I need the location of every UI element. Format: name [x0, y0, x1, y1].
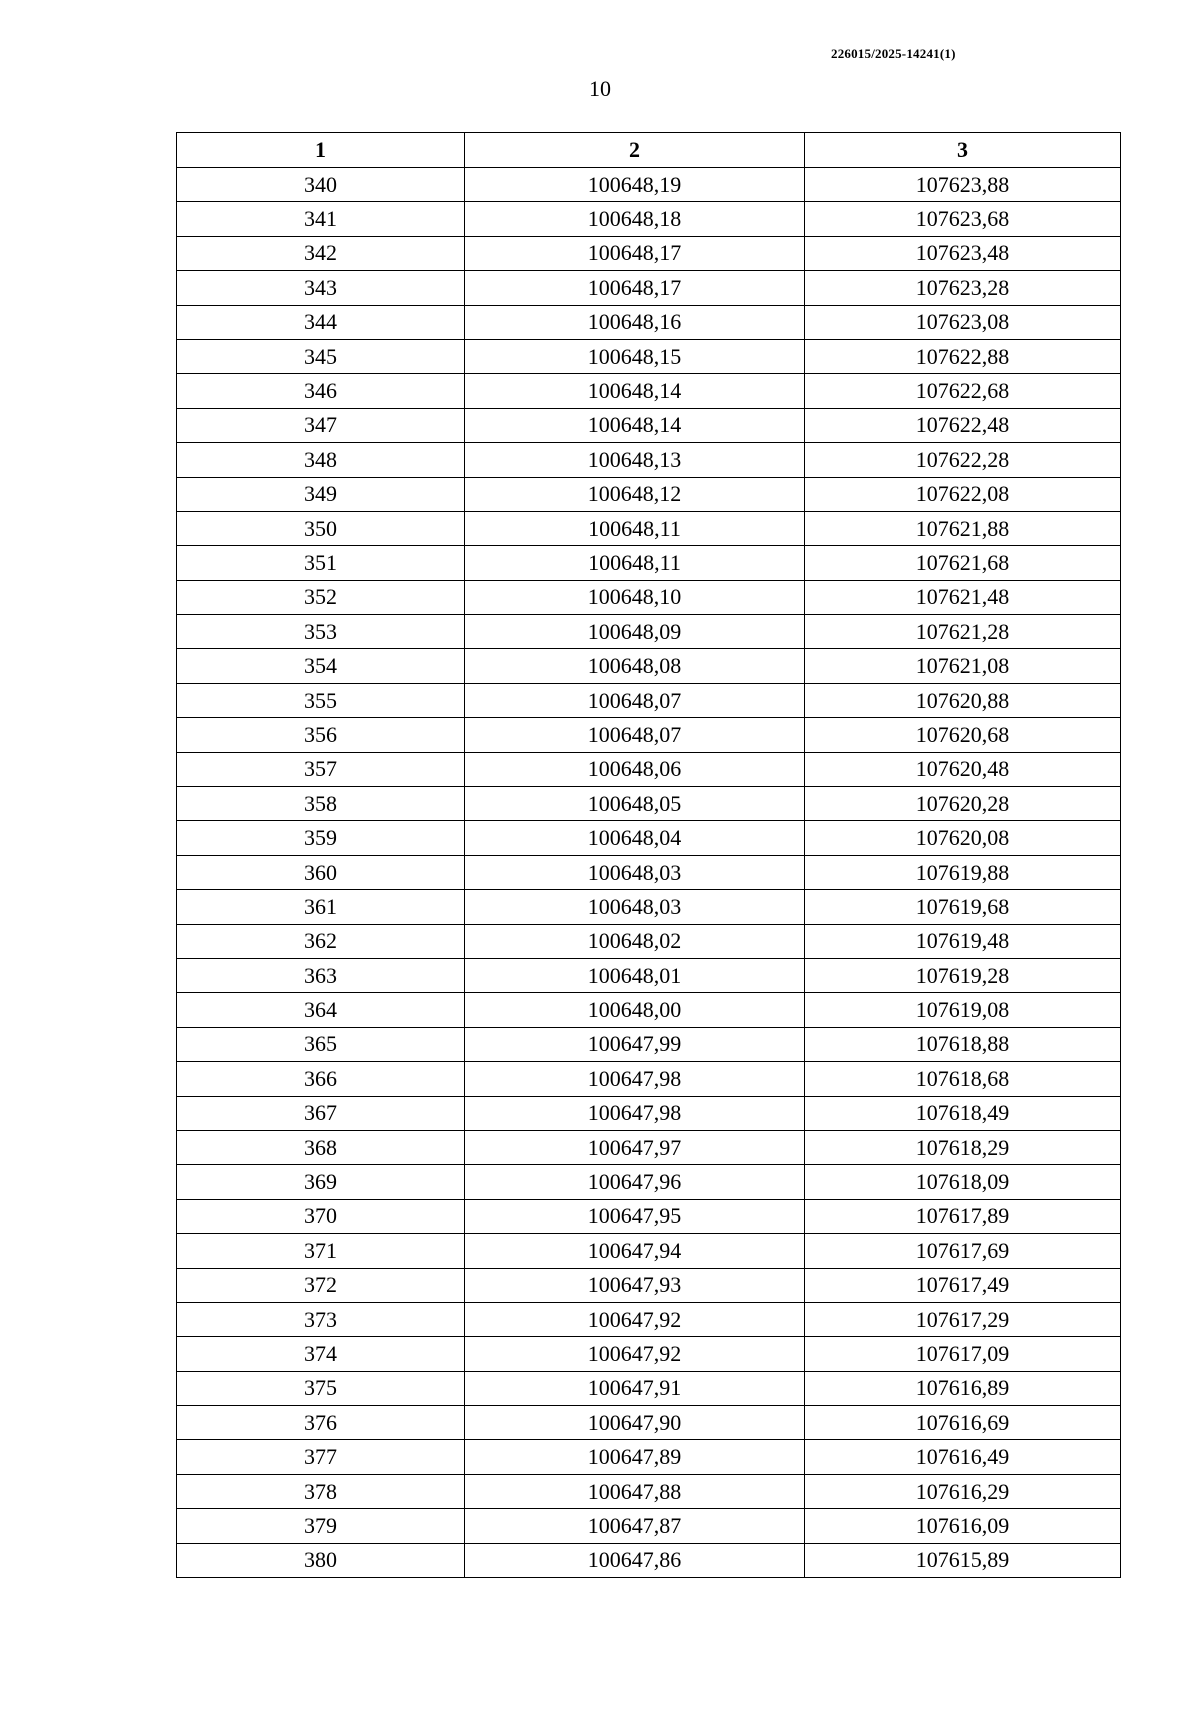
table-header-row — [177, 133, 1121, 168]
table-row — [177, 615, 1121, 649]
table-row — [177, 1337, 1121, 1371]
table-row — [177, 718, 1121, 752]
table-cell: 107618,09 — [805, 1165, 1121, 1199]
table-cell: 107621,08 — [805, 649, 1121, 683]
table-row — [177, 1165, 1121, 1199]
table-cell: 377 — [177, 1440, 465, 1474]
table-cell: 107622,88 — [805, 339, 1121, 373]
table-cell: 360 — [177, 855, 465, 889]
table-cell: 100648,13 — [465, 443, 805, 477]
table-row — [177, 958, 1121, 992]
table-cell: 375 — [177, 1371, 465, 1405]
table-cell: 100648,17 — [465, 271, 805, 305]
table-cell: 100647,98 — [465, 1062, 805, 1096]
table-cell: 100647,99 — [465, 1027, 805, 1061]
table-cell: 100647,92 — [465, 1337, 805, 1371]
table-cell: 352 — [177, 580, 465, 614]
table-row — [177, 236, 1121, 270]
table-cell: 356 — [177, 718, 465, 752]
table-cell: 359 — [177, 821, 465, 855]
table-cell: 350 — [177, 511, 465, 545]
table-cell: 358 — [177, 787, 465, 821]
table-row — [177, 202, 1121, 236]
table-cell: 107621,48 — [805, 580, 1121, 614]
table-cell: 343 — [177, 271, 465, 305]
table-cell: 107623,48 — [805, 236, 1121, 270]
table-cell: 100647,98 — [465, 1096, 805, 1130]
table-cell: 370 — [177, 1199, 465, 1233]
table-cell: 107623,28 — [805, 271, 1121, 305]
table-cell: 100648,01 — [465, 958, 805, 992]
table-cell: 100648,07 — [465, 683, 805, 717]
table-cell: 374 — [177, 1337, 465, 1371]
table-cell: 107620,68 — [805, 718, 1121, 752]
table-row — [177, 1440, 1121, 1474]
table-cell: 100647,96 — [465, 1165, 805, 1199]
table-cell: 378 — [177, 1474, 465, 1508]
table-cell: 369 — [177, 1165, 465, 1199]
table-cell: 100648,08 — [465, 649, 805, 683]
table-cell: 107622,68 — [805, 374, 1121, 408]
table-cell: 100647,92 — [465, 1302, 805, 1336]
table-cell: 107617,49 — [805, 1268, 1121, 1302]
table-cell: 107618,68 — [805, 1062, 1121, 1096]
table-cell: 107617,69 — [805, 1234, 1121, 1268]
table-cell: 100648,19 — [465, 168, 805, 202]
table-row — [177, 787, 1121, 821]
table-row — [177, 855, 1121, 889]
table-row — [177, 511, 1121, 545]
table-row — [177, 1268, 1121, 1302]
table-row — [177, 924, 1121, 958]
table-cell: 367 — [177, 1096, 465, 1130]
table-row — [177, 752, 1121, 786]
column-header: 3 — [805, 133, 1121, 168]
table-cell: 100648,11 — [465, 546, 805, 580]
table-cell: 380 — [177, 1543, 465, 1577]
table-cell: 107623,68 — [805, 202, 1121, 236]
table-cell: 100648,10 — [465, 580, 805, 614]
table-cell: 107620,08 — [805, 821, 1121, 855]
table-row — [177, 1062, 1121, 1096]
table-cell: 107620,28 — [805, 787, 1121, 821]
table-row — [177, 821, 1121, 855]
table-row — [177, 1096, 1121, 1130]
table-cell: 107618,29 — [805, 1130, 1121, 1164]
table-cell: 100647,93 — [465, 1268, 805, 1302]
table-cell: 100648,14 — [465, 374, 805, 408]
table-cell: 100647,94 — [465, 1234, 805, 1268]
table-cell: 100648,00 — [465, 993, 805, 1027]
table-cell: 107617,89 — [805, 1199, 1121, 1233]
table-cell: 345 — [177, 339, 465, 373]
table-row — [177, 1474, 1121, 1508]
table-cell: 365 — [177, 1027, 465, 1061]
table-cell: 107619,08 — [805, 993, 1121, 1027]
table-cell: 357 — [177, 752, 465, 786]
table-cell: 107617,09 — [805, 1337, 1121, 1371]
table-cell: 351 — [177, 546, 465, 580]
table-cell: 100648,17 — [465, 236, 805, 270]
table-cell: 100647,86 — [465, 1543, 805, 1577]
table-cell: 100648,15 — [465, 339, 805, 373]
table-row — [177, 374, 1121, 408]
table-row — [177, 1371, 1121, 1405]
table-cell: 107622,28 — [805, 443, 1121, 477]
table-cell: 107621,88 — [805, 511, 1121, 545]
table-body — [177, 168, 1121, 1578]
table-cell: 376 — [177, 1406, 465, 1440]
table-cell: 100647,89 — [465, 1440, 805, 1474]
table-cell: 100648,07 — [465, 718, 805, 752]
table-row — [177, 271, 1121, 305]
table-cell: 100648,03 — [465, 855, 805, 889]
table-row — [177, 408, 1121, 442]
table-row — [177, 1027, 1121, 1061]
page-number: 10 — [589, 76, 611, 101]
table-row — [177, 1543, 1121, 1577]
table-cell: 107619,68 — [805, 890, 1121, 924]
table-cell: 341 — [177, 202, 465, 236]
table-row — [177, 477, 1121, 511]
table-row — [177, 168, 1121, 202]
column-header: 2 — [465, 133, 805, 168]
table-cell: 100647,87 — [465, 1509, 805, 1543]
table-cell: 100647,88 — [465, 1474, 805, 1508]
table-cell: 107616,09 — [805, 1509, 1121, 1543]
table-cell: 107616,29 — [805, 1474, 1121, 1508]
table-cell: 107623,88 — [805, 168, 1121, 202]
table-cell: 361 — [177, 890, 465, 924]
table-cell: 107620,88 — [805, 683, 1121, 717]
coordinates-table — [176, 132, 1121, 1578]
table-cell: 100648,11 — [465, 511, 805, 545]
table-cell: 107623,08 — [805, 305, 1121, 339]
table-cell: 107619,28 — [805, 958, 1121, 992]
table-cell: 340 — [177, 168, 465, 202]
table-cell: 366 — [177, 1062, 465, 1096]
table-cell: 344 — [177, 305, 465, 339]
table-cell: 107621,28 — [805, 615, 1121, 649]
table-cell: 100648,09 — [465, 615, 805, 649]
table-cell: 372 — [177, 1268, 465, 1302]
table-cell: 100648,12 — [465, 477, 805, 511]
table-cell: 100647,95 — [465, 1199, 805, 1233]
table-cell: 107615,89 — [805, 1543, 1121, 1577]
table-cell: 107619,48 — [805, 924, 1121, 958]
table-cell: 346 — [177, 374, 465, 408]
table-row — [177, 546, 1121, 580]
table-row — [177, 1234, 1121, 1268]
table-cell: 363 — [177, 958, 465, 992]
table-cell: 349 — [177, 477, 465, 511]
table-cell: 373 — [177, 1302, 465, 1336]
table-row — [177, 1130, 1121, 1164]
table-row — [177, 339, 1121, 373]
table-cell: 100647,90 — [465, 1406, 805, 1440]
table-cell: 100648,04 — [465, 821, 805, 855]
table-cell: 353 — [177, 615, 465, 649]
table-cell: 107619,88 — [805, 855, 1121, 889]
table-cell: 100648,18 — [465, 202, 805, 236]
table-cell: 107617,29 — [805, 1302, 1121, 1336]
table-cell: 371 — [177, 1234, 465, 1268]
table-row — [177, 1199, 1121, 1233]
table-cell: 100648,02 — [465, 924, 805, 958]
table-cell: 379 — [177, 1509, 465, 1543]
table-row — [177, 443, 1121, 477]
table-cell: 107622,08 — [805, 477, 1121, 511]
table-cell: 107621,68 — [805, 546, 1121, 580]
table-cell: 107616,49 — [805, 1440, 1121, 1474]
table-cell: 348 — [177, 443, 465, 477]
table-cell: 100648,05 — [465, 787, 805, 821]
table-cell: 364 — [177, 993, 465, 1027]
table-cell: 368 — [177, 1130, 465, 1164]
table-cell: 347 — [177, 408, 465, 442]
table-row — [177, 649, 1121, 683]
table-cell: 100647,91 — [465, 1371, 805, 1405]
table-row — [177, 580, 1121, 614]
table-cell: 362 — [177, 924, 465, 958]
table-cell: 107622,48 — [805, 408, 1121, 442]
table-cell: 355 — [177, 683, 465, 717]
table-cell: 100648,03 — [465, 890, 805, 924]
table-row — [177, 993, 1121, 1027]
table-cell: 107618,88 — [805, 1027, 1121, 1061]
table-row — [177, 1509, 1121, 1543]
table-cell: 107618,49 — [805, 1096, 1121, 1130]
table-cell: 354 — [177, 649, 465, 683]
table-cell: 107620,48 — [805, 752, 1121, 786]
table-cell: 342 — [177, 236, 465, 270]
table-cell: 100647,97 — [465, 1130, 805, 1164]
table-cell: 100648,14 — [465, 408, 805, 442]
table-cell: 100648,16 — [465, 305, 805, 339]
table-row — [177, 683, 1121, 717]
column-header: 1 — [177, 133, 465, 168]
table-cell: 107616,89 — [805, 1371, 1121, 1405]
table-row — [177, 890, 1121, 924]
table-row — [177, 305, 1121, 339]
document-id: 226015/2025-14241(1) — [831, 46, 956, 61]
table-cell: 100648,06 — [465, 752, 805, 786]
table-row — [177, 1406, 1121, 1440]
table-cell: 107616,69 — [805, 1406, 1121, 1440]
table-row — [177, 1302, 1121, 1336]
